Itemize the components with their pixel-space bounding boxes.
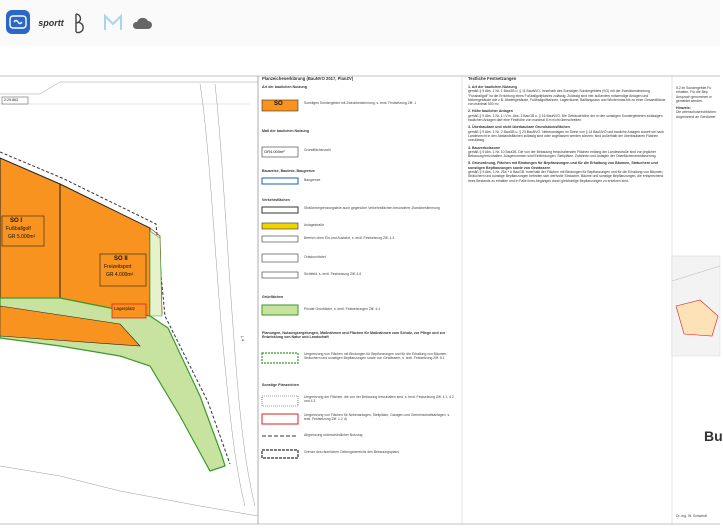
legend-section-art: Art der baulichen Nutzung xyxy=(262,85,307,89)
text-s2-heading: 2. Höhe baulicher Anlagen xyxy=(468,109,513,114)
text-s4-body: gemäß § 9 Abs. 1 Nr. 10 BauGB. Die von der Bebauung freizuhaltenden Flächen entlang der Landesstraße sind von jeglicher Bebauung freizuhalten. Ausgenommen sind Einfriedungen, Stellplätze, Zufahrten und Anlagen der Oberflächenentwässerung. xyxy=(468,149,657,159)
legend-section-mass: Maß der baulichen Nutzung xyxy=(262,129,309,133)
text-s1-body: gemäß § 9 Abs. 1 Nr. 1 BauGB u. § 11 BauNVO. Innerhalb des Sonstigen Sondergebiets (SO) mit der Zweckbestimmung "Fussballgolf" ist die Errichtung eines Fußballgolfplatzes zulässig. Zulässig sind hier außerdem notwendige Anlagen und Nebengebäude wie z.B. Abstellgebäude, Fußballgolfbahnen, Lagerräume, Ballfangzaun und Windenmas bis zu einer Gesamtfläche von maximal 500 m². xyxy=(468,89,666,107)
legend-so-desc: Sonstiges Sondergebiet mit Zweckbestimmung, s. textl. Festsetzung Ziff. 1 xyxy=(304,101,417,105)
so1-area: GR 5.000m² xyxy=(8,234,36,240)
legend-sec3-wrap xyxy=(262,166,458,173)
legend-so-label: SO xyxy=(274,101,283,107)
text-s5-heading: 5. Grünordnung, Flächen mit Bindungen für Bepflanzungen und für die Erhaltung von Bäumen, Sträuchern und sonstigen Bepflanzungen sowie von Gewässern xyxy=(468,161,658,170)
legend-sonst-4: Grenze des räumlichen Geltungsbereichs des Bebauungsplans xyxy=(304,450,399,454)
text-s3-body: gemäß § 9 Abs. 1 Nr. 2 BauGB u. § 23 BauNVO. Nebenanlagen im Sinne von § 14 BauNVO und bauliche Anlagen soweit sie nach Landesrecht in den Abstandsflächen zulässig sind oder zugelassen werden können, sind außerhalb der überbaubaren Flächen unzulässig. xyxy=(468,129,665,143)
text-s1-heading: 1. Art der baulichen Nutzung xyxy=(468,85,517,89)
legend-verkehr-2: Anlagestraße xyxy=(304,223,325,227)
legend-sec6-wrap xyxy=(262,328,458,340)
so1-subtitle: Fußballgolf xyxy=(6,226,31,232)
text-s5-body: gemäß § 9 Abs. 1 Nr. 25a + b BauGB. Innerhalb der Flächen mit Bindungen für Bepflanzungen und für die Erhaltung von Bäumen, Sträuchern und sonstige Bepflanzungen befinden sich wertvolle Sträucher, Bäume und sonstige Bepflanzungen, die entsprechend ihres Bestands zu erhalten und in Falle ihres Abganges durch gleichartige Bepflanzungen zu ersetzen sind. xyxy=(468,170,664,183)
app-dock-bar xyxy=(0,0,720,46)
legend-gruen-1: Private Grünfläche, s. textl. Festsetzungen Ziff. 4.4 xyxy=(304,307,381,311)
right-column xyxy=(676,86,720,119)
waves-icon xyxy=(9,15,27,29)
cloud-app-icon[interactable] xyxy=(130,10,154,36)
m-app-icon[interactable] xyxy=(102,10,124,36)
so1-title: SO I xyxy=(10,218,23,224)
legend-verkehr-3: Bereich ohne Ein-und Ausfahrt, s. textl. Festsetzung Ziff. 4.3 xyxy=(304,236,395,240)
text-s2-body: gemäß § 9 Abs. 1 Nr. 1 i.V.m. Abs. 3 BauGB u. § 16 BauNVO. Die Gebäudehöhe der in den sonstigen Sondergebieten zulässigen baulichen Anlagen darf eine Firsthöhe von maximal 5 m nicht überschreiten. xyxy=(468,113,663,123)
text-s3-heading: 3. Überbaubare und nicht überbaubare Grundstücksflächen xyxy=(468,125,570,130)
scale-note: 2:29.863 xyxy=(4,98,18,102)
text-s4-heading: 4. Bauverbotszone xyxy=(468,145,500,150)
legend-sonst-3: Abgrenzung unterschiedlicher Nutzung xyxy=(304,433,363,437)
legend-sec4-wrap xyxy=(262,195,458,202)
so2-area: GR 4.000m² xyxy=(106,272,134,278)
text-title: Textliche Festsetzungen xyxy=(468,76,517,81)
title-block-word: Bu xyxy=(704,428,723,444)
text-column xyxy=(468,76,666,183)
legend-column xyxy=(262,76,458,89)
legend-sonst-1: Umgrenzung der Flächen, die von der Bebauung freizuhalten sind, s. textl. Festsetzung Ziff. 4.1, 4.2 und 4.3 xyxy=(304,395,454,403)
legend-schutz-1: Umgrenzung von Flächen mit Bindungen für Bepflanzungen und für die Erhaltung von Bäumen, Sträuchern und sonstigen Bepflanzungen sowie von Gewässern, s. textl. Festsetzung Ziff. 5.1 xyxy=(304,352,448,360)
blue-app-icon[interactable] xyxy=(6,10,30,34)
sportt-label: sportt xyxy=(38,18,64,28)
hinweis-body: Die artenschutzrechtlichen Angrenzend an Gehölzber xyxy=(676,110,716,119)
road-label: L 4 xyxy=(239,335,246,342)
legend-sec5-wrap xyxy=(262,292,458,299)
legend-title: Planzeichenerklärung (BauNVO 2017, PlanZV) xyxy=(262,76,354,81)
document-viewer[interactable] xyxy=(0,66,723,530)
legend-verkehr-4: Ortsdurchfahrt xyxy=(304,255,326,259)
legend-section-gruen: Grünflächen xyxy=(262,295,284,299)
m-logo-icon xyxy=(103,14,123,32)
legend-verkehr-5: Sichtfeld, s. textl. Festsetzung Ziff. 4.6 xyxy=(304,272,362,276)
legend-sonst-2: Umgrenzung von Flächen für Nebenanlagen, Stellplätze, Garagen und Gemeinschaftsanlagen, s. textl. Festsetzung Ziff. 1.2 d) xyxy=(304,413,451,421)
b-app-icon[interactable] xyxy=(72,10,90,36)
b-logo-icon xyxy=(73,12,89,34)
legend-section-schutz: Planungen, Nutzungsregelungen, Maßnahmen und Flächen für Maßnahmen zum Schutz, zur Pflege und zur Entwicklung von Natur und Landschaft xyxy=(262,331,446,340)
so2-title: SO II xyxy=(114,256,128,262)
legend-baugrenze: Baugrenze xyxy=(304,178,321,182)
legend-gr-label: GR4.000m² xyxy=(264,149,285,154)
legend-sec2-wrap xyxy=(262,126,458,133)
cloud-icon xyxy=(131,16,153,30)
right-top-text: 5.2 im Sondergebiet Fu erhalten. Für die Bep Anspruch genommen w gemeldet werden. xyxy=(676,86,712,103)
legend-section-sonstige: Sonstige Planzeichen xyxy=(262,383,299,387)
sportt-app-icon[interactable] xyxy=(38,10,64,36)
signature: Dr.-Ing. W. Schwerdt xyxy=(676,514,708,518)
legend-sec7-wrap xyxy=(262,380,458,387)
legend-section-verkehr: Verkehrsflächen xyxy=(262,198,290,202)
so2-subtitle: Freizeitsport xyxy=(104,264,132,270)
lagerplatz-label: Lagerplatz xyxy=(114,306,136,311)
legend-gr-desc: Grundflächenzahl xyxy=(304,148,331,152)
hinweis-heading: Hinweis: xyxy=(676,106,691,111)
legend-verkehr-1: Straßenbegrenzungslinie auch gegenüber Verkehrsflächen besonderer Zweckbestimmung xyxy=(304,206,440,210)
legend-section-bauweise: Bauweise, Baulinie, Baugrenze xyxy=(262,169,315,173)
